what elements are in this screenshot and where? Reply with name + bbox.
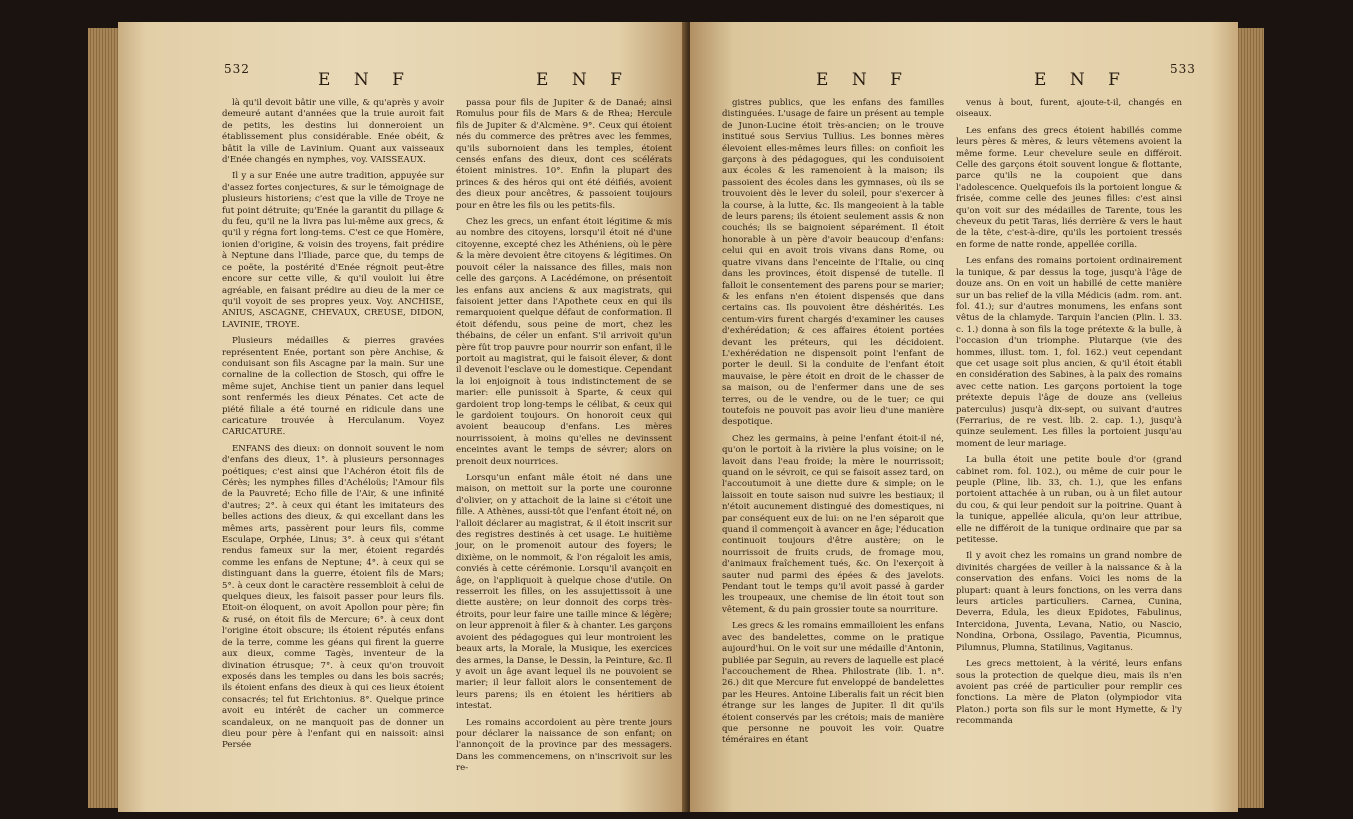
left-page	[118, 22, 686, 812]
paragraph: Chez les grecs, un enfant étoit légitime & mis au nombre des citoyens, lorsqu'il étoit né d'une citoyenne, excepté chez les Athéniens, où le père & la mère devoient être citoyens & légitimes. On pouvoit céler la naissance des filles, mais non celle des garçons. A Lacédémone, on présentoit les enfans aux anciens & aux magistrats, qui faisoient jetter dans l'Apothete ceux en qui ils remarquoient quelque défaut de conformation. Il étoit défendu, sous peine de mort, chez les thébains, de céler un enfant. S'il arrivoit qu'un père fût trop pauvre pour nourrir son enfant, il le portoit au magistrat, qui le faisoit élever, & dont il devenoit l'esclave ou le domestique. Cependant la loi enjoignoit à tous indistinctement de se marier: elle punissoit à Sparte, & ceux qui gardoient trop long-temps le célibat, & ceux qui le gardoient toujours. On honoroit ceux qui avoient beaucoup d'enfans. Les mères nourrissoient, à moins qu'elles ne devinssent enceintes avant le temps de sévrer; alors on prenoit deux nourrices.	[456, 217, 672, 467]
paragraph: Les grecs mettoient, à la vérité, leurs enfans sous la protection de quelque dieu, mais ils n'en avoient pas créé de particulier pour remplir ces fonctions. La mère de Platon (olympiodor vita Platon.) porta son fils sur le mont Hymette, & l'y recommanda	[956, 659, 1182, 727]
paragraph: Les enfans des grecs étoient habillés comme leurs pères & mères, & leurs vêtemens avoient la même forme. Leur chevelure seule en différoit. Celle des garçons étoit souvent longue & flottante, parce qu'ils ne la coupoient que dans l'adolescence. Quelquefois ils la portoient longue & frisée, comme celle des jeunes filles: c'est ainsi qu'on voit sur des médailles de Tarente, tous les cheveux du petit Taras, liés derrière & vers le haut de la tête, c'est-à-dire, qu'ils les portoient tressés en forme de natte ronde, appellée corilla.	[956, 125, 1182, 250]
right-running-head-a: E N F	[816, 70, 911, 90]
paragraph: gistres publics, que les enfans des familles distinguées. L'usage de faire un présent au temple de Junon-Lucine étoit très-ancien; on le trouve institué sous Servius Tullius. Les bonnes mères élevoient elles-mêmes leurs filles: on confioit les garçons à des pédagogues, qui les conduisoient aux écoles & les ramenoient à la maison; ils passoient des écoles dans les gymnases, où ils se trouvoient dès le lever du soleil, pour s'exercer à la course, à la lutte, &c. Ils mangeoient à la table de leurs parens; ils étoient seulement assis & non couchés; ils se baignoient séparément. Il étoit honorable à un père d'avoir beaucoup d'enfans: celui qui en avoit trois vivans dans Rome, ou quatre vivans dans l'enceinte de l'Italie, ou cinq dans les provinces, étoit dispensé de tutelle. Il falloit le consentement des parens pour se marier; & les enfans n'en étoient dispensés que dans certains cas. Ils pouvoient être déshérités. Les centum-virs furent chargés d'examiner les causes d'exhérédation; & ces affaires étoient portées devant les préteurs, qui les décidoient. L'exhérédation ne dispensoit point l'enfant de porter le deuil. Si la conduite de l'enfant étoit mauvaise, le père étoit en droit de le chasser de sa maison, ou de l'enfermer dans une de ses terres, ou de le vendre, ou de le tuer; ce qui toutefois ne pouvoit pas avoir lieu d'une manière despotique.	[722, 98, 944, 428]
paragraph: Lorsqu'un enfant mâle étoit né dans une maison, on mettoit sur la porte une couronne d'olivier, on y attachoit de la laine si c'étoit une fille. A Athènes, aussi-tôt que l'enfant étoit né, on l'alloit déclarer au magistrat, & il étoit inscrit sur des registres destinés à cet usage. Le huitième jour, on le promenoit autour des foyers; le dixième, on le nommoit, & l'on régaloit les amis, conviés à cette cérémonie. Lorsqu'il avançoit en âge, on l'appliquoit à quelque chose d'utile. On resserroit les filles, on les assujettissoit à une diette austère; on leur donnoit des corps très-étroits, pour leur faire une taille mince & légère; on leur apprenoit à filer & à chanter. Les garçons avoient des pédagogues qui leur montroient les beaux arts, la Morale, la Musique, les exercices des armes, la Danse, le Dessin, la Peinture, &c. Il y avoit un âge avant lequel ils ne pouvoient se marier; il leur falloit alors le consentement de leurs parens; ils en étoient les héritiers ab intestat.	[456, 473, 672, 712]
paragraph: venus à bout, furent, ajoute-t-il, changés en oiseaux.	[956, 98, 1182, 120]
paragraph: Les grecs & les romains emmailloient les enfans avec des bandelettes, comme on le pratique aujourd'hui. On le voit sur une médaille d'Antonin, publiée par Seguin, au revers de laquelle est placé l'accouchement de Rhea. Philostrate (lib. 1. n°. 26.) dit que Mercure fut enveloppé de bandelettes par les Heures. Antoine Liberalis fait un récit bien étrange sur les langes de Jupiter. Il dit qu'ils étoient conservés par les crétois; mais de manière que personne ne pouvoit les voir. Quatre téméraires en étant	[722, 621, 944, 746]
right-running-head-b: E N F	[1034, 70, 1129, 90]
paragraph: ENFANS des dieux: on donnoit souvent le nom d'enfans des dieux, 1°. à plusieurs personnages poétiques; c'est ainsi que l'Achéron étoit fils de Cérès; les nymphes filles d'Achéloüs; l'Amour fils de la Pauvreté; Echo fille de l'Air, & une infinité d'autres; 2°. à ceux qui étant les imitateurs des belles actions des dieux, & qui excellant dans les mêmes arts, passèrent pour leurs fils, comme Esculape, Orphée, Linus; 3°. à ceux qui s'étant rendus fameux sur la mer, étoient regardés comme les enfans de Neptune; 4°. à ceux qui se distinguant dans la guerre, étoient fils de Mars; 5°. à ceux dont le caractère ressembloit à celui de quelques dieux, les faisoit passer pour leurs fils. Etoit-on éloquent, on avoit Apollon pour père; fin & rusé, on étoit fils de Mercure; 6°. à ceux dont l'origine étoit obscure; ils étoient réputés enfans de la terre, comme les géans qui firent la guerre aux dieux, comme Tagès, inventeur de la divination étrusque; 7°. à ceux qu'on trouvoit exposés dans les temples ou dans les bois sacrés; ils étoient enfans des dieux à qui ces lieux étoient consacrés; tel fut Erichtonius. 8°. Quelque prince avoit eu intérêt de cacher un commerce scandaleux, on ne manquoit pas de donner un dieu pour père à l'enfant qui en naissoit: ainsi Persée	[222, 443, 444, 751]
left-page-number: 532	[224, 62, 250, 76]
left-running-head-a: E N F	[318, 70, 413, 90]
left-column-2	[456, 98, 672, 780]
paragraph: Plusieurs médailles & pierres gravées représentent Enée, portant son père Anchise, & conduisant son fils Ascagne par la main. Sur une cornaline de la collection de Stosch, qui offre le même sujet, Anchise tient un panier dans lequel sont renfermés les dieux Pénates. Cet acte de piété filiale a été tourné en ridicule dans une caricature trouvée à Herculanum. Voyez CARICATURE.	[222, 336, 444, 438]
paragraph: Les romains accordoient au père trente jours pour déclarer la naissance de son enfant; on l'annonçoit de la province par des messagers. Dans les commencemens, on n'inscrivoit sur les re-	[456, 717, 672, 774]
paragraph: La bulla étoit une petite boule d'or (grand cabinet rom. fol. 102.), ou même de cuir pour le peuple (Pline, lib. 33, ch. 1.), que les enfans portoient attachée à un ruban, ou à un filet autour du cou, & qui leur pendoit sur la poitrine. Quant à la tunique, appellée alicula, qu'on leur attribue, elle ne différoit de la tunique ordinaire que par sa petitesse.	[956, 455, 1182, 546]
right-page-number: 533	[1170, 62, 1196, 76]
left-running-head-b: E N F	[536, 70, 631, 90]
left-column-1	[222, 98, 444, 757]
right-page-edges	[1236, 28, 1264, 808]
paragraph: Chez les germains, à peine l'enfant étoit-il né, qu'on le portoit à la rivière la plus voisine; on le lavoit dans l'eau froide; la mère le nourrissoit; quand on le sévroit, ce qui se faisoit assez tard, on l'accoutumoit à une diette dure & simple; on le laissoit en toute saison nud suivre les bestiaux; il n'étoit aucunement distingué des domestiques, ni par conséquent eux de lui: on ne l'en séparoit que quand il commençoit à avancer en âge; l'éducation continuoit toujours d'être austère; on le nourrissoit de fruits cruds, de fromage mou, d'animaux fraîchement tués, &c. On l'exerçoit à sauter nud parmi des épées & des javelots. Pendant tout le temps qu'il avoit passé à garder les troupeaux, une chemise de lin étoit tout son vêtement, & du pain grossier toute sa nourriture.	[722, 433, 944, 615]
paragraph: Il y a sur Enée une autre tradition, appuyée sur d'assez fortes conjectures, & sur le témoignage de plusieurs historiens; c'est que la ville de Troye ne fut point détruite; qu'Enée la garantit du pillage & du feu, qu'il ne la livra pas lui-même aux grecs, & qu'il y régna fort long-tems. C'est ce que Homère, ionien d'origine, & voisin des troyens, fait prédire à Neptune dans l'Iliade, parce que, du temps de ce poëte, la postérité d'Enée régnoit peut-être encore sur cette ville, & qu'il vouloit lui être agréable, en faisant prédire au dieu de la mer ce qu'il voyoit de ses propres yeux. Voy. ANCHISE, ANIUS, ASCAGNE, CHEVAUX, CREUSE, DIDON, LAVINIE, TROYE.	[222, 171, 444, 330]
right-column-1	[722, 98, 944, 752]
left-page-edges	[88, 28, 120, 808]
paragraph: Les enfans des romains portoient ordinairement la tunique, & par dessus la toge, jusqu'à l'âge de douze ans. On en voit un habillé de cette manière sur un bas relief de la villa Médicis (adm. rom. ant. fol. 41.); sur d'autres monumens, les enfans sont vêtus de la chlamyde. Tarquin l'ancien (Plin. l. 33. c. 1.) donna à son fils la toge prétexte & la bulle, à l'occasion d'un triomphe. Plutarque (vie des hommes, illust. tom. 1, fol. 162.) veut cependant que cet usage soit plus ancien, & qu'il étoit établi en considération des Sabines, à la paix des romains avec cette nation. Les garçons portoient la toge prétexte depuis l'âge de douze ans (velleius paterculus) jusqu'à dix-sept, ou suivant d'autres (Ferrarius, de re vest. lib. 2. cap. 1.), jusqu'à quinze seulement. Les filles la portoient jusqu'au moment de leur mariage.	[956, 256, 1182, 449]
paragraph: passa pour fils de Jupiter & de Danaé; ainsi Romulus pour fils de Mars & de Rhea; Hercule fils de Jupiter & d'Alcmène. 9°. Ceux qui étoient nés du commerce des prêtres avec les femmes, qu'ils subornoient dans les temples, étoient censés enfans des dieux, dont ces scélérats étoient ministres. 10°. Enfin la plupart des princes & des héros qui ont été déifiés, avoient des dieux pour ancêtres, & passoient toujours pour en être les fils ou les petits-fils.	[456, 98, 672, 211]
paragraph: Il y avoit chez les romains un grand nombre de divinités chargées de veiller à la naissance & à la conservation des enfans. Voici les noms de la plupart: quant à leurs fonctions, on les verra dans leurs articles particuliers. Carnea, Cunina, Deverra, Edula, les dieux Epidotes, Fabulinus, Intercidona, Juventa, Levana, Natio, ou Nascio, Nondina, Orbona, Ossilago, Paventia, Picumnus, Pilumnus, Plumna, Statilinus, Vagitanus.	[956, 551, 1182, 653]
right-column-2	[956, 98, 1182, 733]
right-page	[690, 22, 1238, 812]
paragraph: là qu'il devoit bâtir une ville, & qu'après y avoir demeuré autant d'années que la truie auroit fait de petits, les destins lui donneroient un établissement plus considérable. Enée obéit, & bâtit la ville de Lavinium. Quant aux vaisseaux d'Enée changés en nymphes, voy. VAISSEAUX.	[222, 98, 444, 166]
